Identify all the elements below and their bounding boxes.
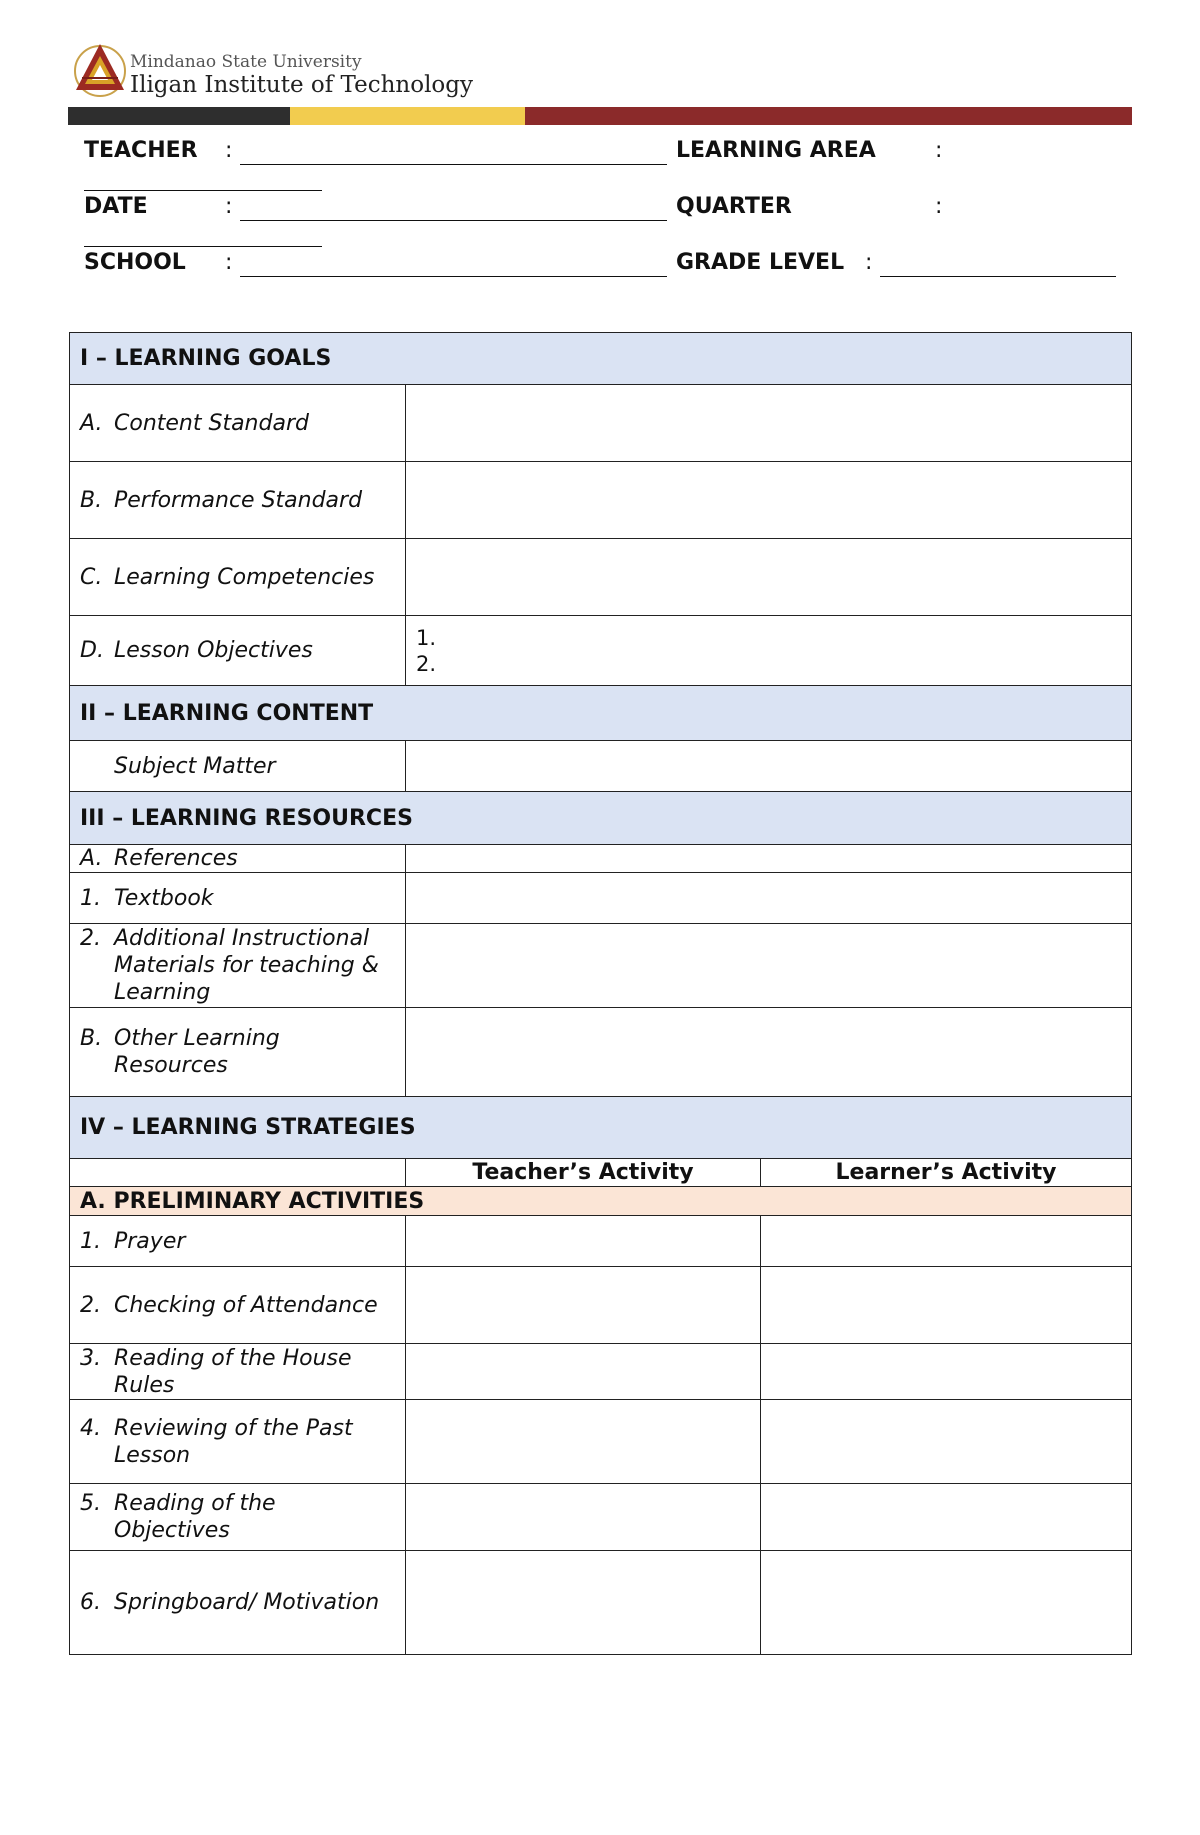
grade-level-colon: : — [865, 250, 873, 275]
learner-activity-cell[interactable] — [761, 1216, 1132, 1267]
row-label: Reading of the Objectives — [114, 1491, 276, 1543]
table-row — [70, 1551, 1132, 1655]
textbook-cell[interactable] — [406, 873, 1132, 924]
row-label-cell — [70, 1008, 406, 1097]
section-title: I – LEARNING GOALS — [70, 333, 1132, 385]
teacher-colon: : — [225, 138, 233, 163]
teacher-activity-header: Teacher’s Activity — [406, 1159, 761, 1187]
row-number: 1. — [80, 885, 101, 911]
row-label-cell — [70, 462, 406, 539]
table-row — [70, 1400, 1132, 1484]
learner-activity-cell[interactable] — [761, 1267, 1132, 1344]
additional-materials-cell[interactable] — [406, 924, 1132, 1008]
activity-column-headers — [70, 1159, 1132, 1187]
table-row — [70, 741, 1132, 792]
table-row — [70, 1008, 1132, 1097]
row-label: Reading of the House Rules — [114, 1345, 352, 1398]
quarter-colon: : — [935, 194, 943, 219]
row-number: 5. — [80, 1491, 101, 1516]
learning-area-label: LEARNING AREA — [676, 138, 876, 163]
grade-level-field[interactable] — [880, 276, 1116, 277]
msu-iit-seal-icon — [72, 38, 130, 100]
row-number: B. — [80, 487, 103, 513]
row-label: Prayer — [114, 1228, 186, 1254]
section-header-goals — [70, 333, 1132, 385]
row-number: 3. — [80, 1345, 101, 1371]
row-label-cell — [70, 741, 406, 792]
section-title: II – LEARNING CONTENT — [70, 686, 1132, 741]
table-row — [70, 385, 1132, 462]
row-number: D. — [80, 638, 104, 663]
row-label-cell — [70, 1551, 406, 1655]
row-number: 4. — [80, 1415, 101, 1441]
date-field[interactable] — [240, 220, 667, 221]
table-row — [70, 616, 1132, 686]
objective-item: 1. — [416, 625, 437, 650]
row-label: Additional Instructional Materials for teaching & Learning — [114, 926, 379, 1005]
preliminary-title: A. PRELIMINARY ACTIVITIES — [70, 1187, 1132, 1216]
row-label: Textbook — [114, 885, 214, 911]
row-label-cell — [70, 539, 406, 616]
row-label: Lesson Objectives — [114, 638, 313, 663]
learning-competencies-cell[interactable] — [406, 539, 1132, 616]
learner-activity-cell[interactable] — [761, 1551, 1132, 1655]
institution-logo — [72, 38, 473, 102]
grade-level-label: GRADE LEVEL — [676, 250, 845, 275]
teacher-field[interactable] — [240, 164, 667, 165]
header-color-band — [68, 107, 1132, 125]
band-segment-maroon — [525, 107, 1132, 125]
table-row — [70, 845, 1132, 873]
university-name: Mindanao State University — [130, 52, 362, 72]
teacher-activity-cell[interactable] — [406, 1344, 761, 1400]
lesson-plan-table — [69, 332, 1132, 1655]
row-label-cell — [70, 1484, 406, 1551]
table-row — [70, 539, 1132, 616]
row-label-cell — [70, 1344, 406, 1400]
references-cell[interactable] — [406, 845, 1132, 873]
row-number: 1. — [80, 1228, 101, 1254]
table-row — [70, 462, 1132, 539]
learner-activity-cell[interactable] — [761, 1400, 1132, 1484]
performance-standard-cell[interactable] — [406, 462, 1132, 539]
band-segment-gold — [290, 107, 525, 125]
school-label: SCHOOL — [84, 250, 186, 275]
band-segment-dark — [68, 107, 290, 125]
row-label: Springboard/ Motivation — [114, 1590, 380, 1615]
row-label-cell — [70, 1216, 406, 1267]
row-label: Other Learning Resources — [114, 1026, 280, 1078]
learner-activity-cell[interactable] — [761, 1484, 1132, 1551]
objective-item: 2. — [416, 651, 437, 676]
row-number: C. — [80, 564, 103, 590]
quarter-field[interactable] — [84, 246, 322, 247]
table-row — [70, 1484, 1132, 1551]
date-colon: : — [225, 194, 233, 219]
section-title: IV – LEARNING STRATEGIES — [70, 1097, 1132, 1159]
row-label: Subject Matter — [114, 753, 276, 779]
row-label-cell — [70, 924, 406, 1008]
other-resources-cell[interactable] — [406, 1008, 1132, 1097]
row-number: A. — [80, 410, 103, 436]
school-field[interactable] — [240, 276, 667, 277]
row-number: A. — [80, 846, 103, 871]
row-label: References — [114, 846, 238, 871]
row-label-cell — [70, 385, 406, 462]
table-row — [70, 1216, 1132, 1267]
row-label: Content Standard — [114, 410, 309, 436]
school-colon: : — [225, 250, 233, 275]
row-label-cell — [70, 1400, 406, 1484]
lesson-objectives-cell[interactable] — [406, 616, 1132, 686]
row-label: Performance Standard — [114, 487, 363, 513]
teacher-activity-cell[interactable] — [406, 1484, 761, 1551]
preliminary-activities-header — [70, 1187, 1132, 1216]
learner-activity-cell[interactable] — [761, 1344, 1132, 1400]
teacher-label: TEACHER — [84, 138, 198, 163]
section-header-resources — [70, 792, 1132, 845]
row-number: B. — [80, 1026, 103, 1051]
row-label-cell — [70, 616, 406, 686]
row-number: 2. — [80, 926, 101, 951]
table-row — [70, 924, 1132, 1008]
quarter-label: QUARTER — [676, 194, 792, 219]
row-label: Checking of Attendance — [114, 1292, 378, 1318]
section-header-content — [70, 686, 1132, 741]
section-header-strategies — [70, 1097, 1132, 1159]
institute-name: Iligan Institute of Technology — [130, 72, 473, 98]
row-label-cell — [70, 1267, 406, 1344]
row-number: 6. — [80, 1590, 101, 1615]
blank-header-cell — [70, 1159, 406, 1187]
row-label: Learning Competencies — [114, 564, 375, 590]
table-row — [70, 873, 1132, 924]
row-label-cell — [70, 845, 406, 873]
date-label: DATE — [84, 194, 148, 219]
teacher-activity-cell[interactable] — [406, 1400, 761, 1484]
section-title: III – LEARNING RESOURCES — [70, 792, 1132, 845]
teacher-activity-cell[interactable] — [406, 1551, 761, 1655]
content-standard-cell[interactable] — [406, 385, 1132, 462]
learner-activity-header: Learner’s Activity — [761, 1159, 1132, 1187]
table-row — [70, 1344, 1132, 1400]
learning-area-field[interactable] — [84, 190, 322, 191]
row-label-cell — [70, 873, 406, 924]
table-row — [70, 1267, 1132, 1344]
teacher-activity-cell[interactable] — [406, 1267, 761, 1344]
row-label: Reviewing of the Past Lesson — [114, 1415, 353, 1468]
teacher-activity-cell[interactable] — [406, 1216, 761, 1267]
row-number: 2. — [80, 1292, 101, 1318]
learning-area-colon: : — [935, 138, 943, 163]
subject-matter-cell[interactable] — [406, 741, 1132, 792]
